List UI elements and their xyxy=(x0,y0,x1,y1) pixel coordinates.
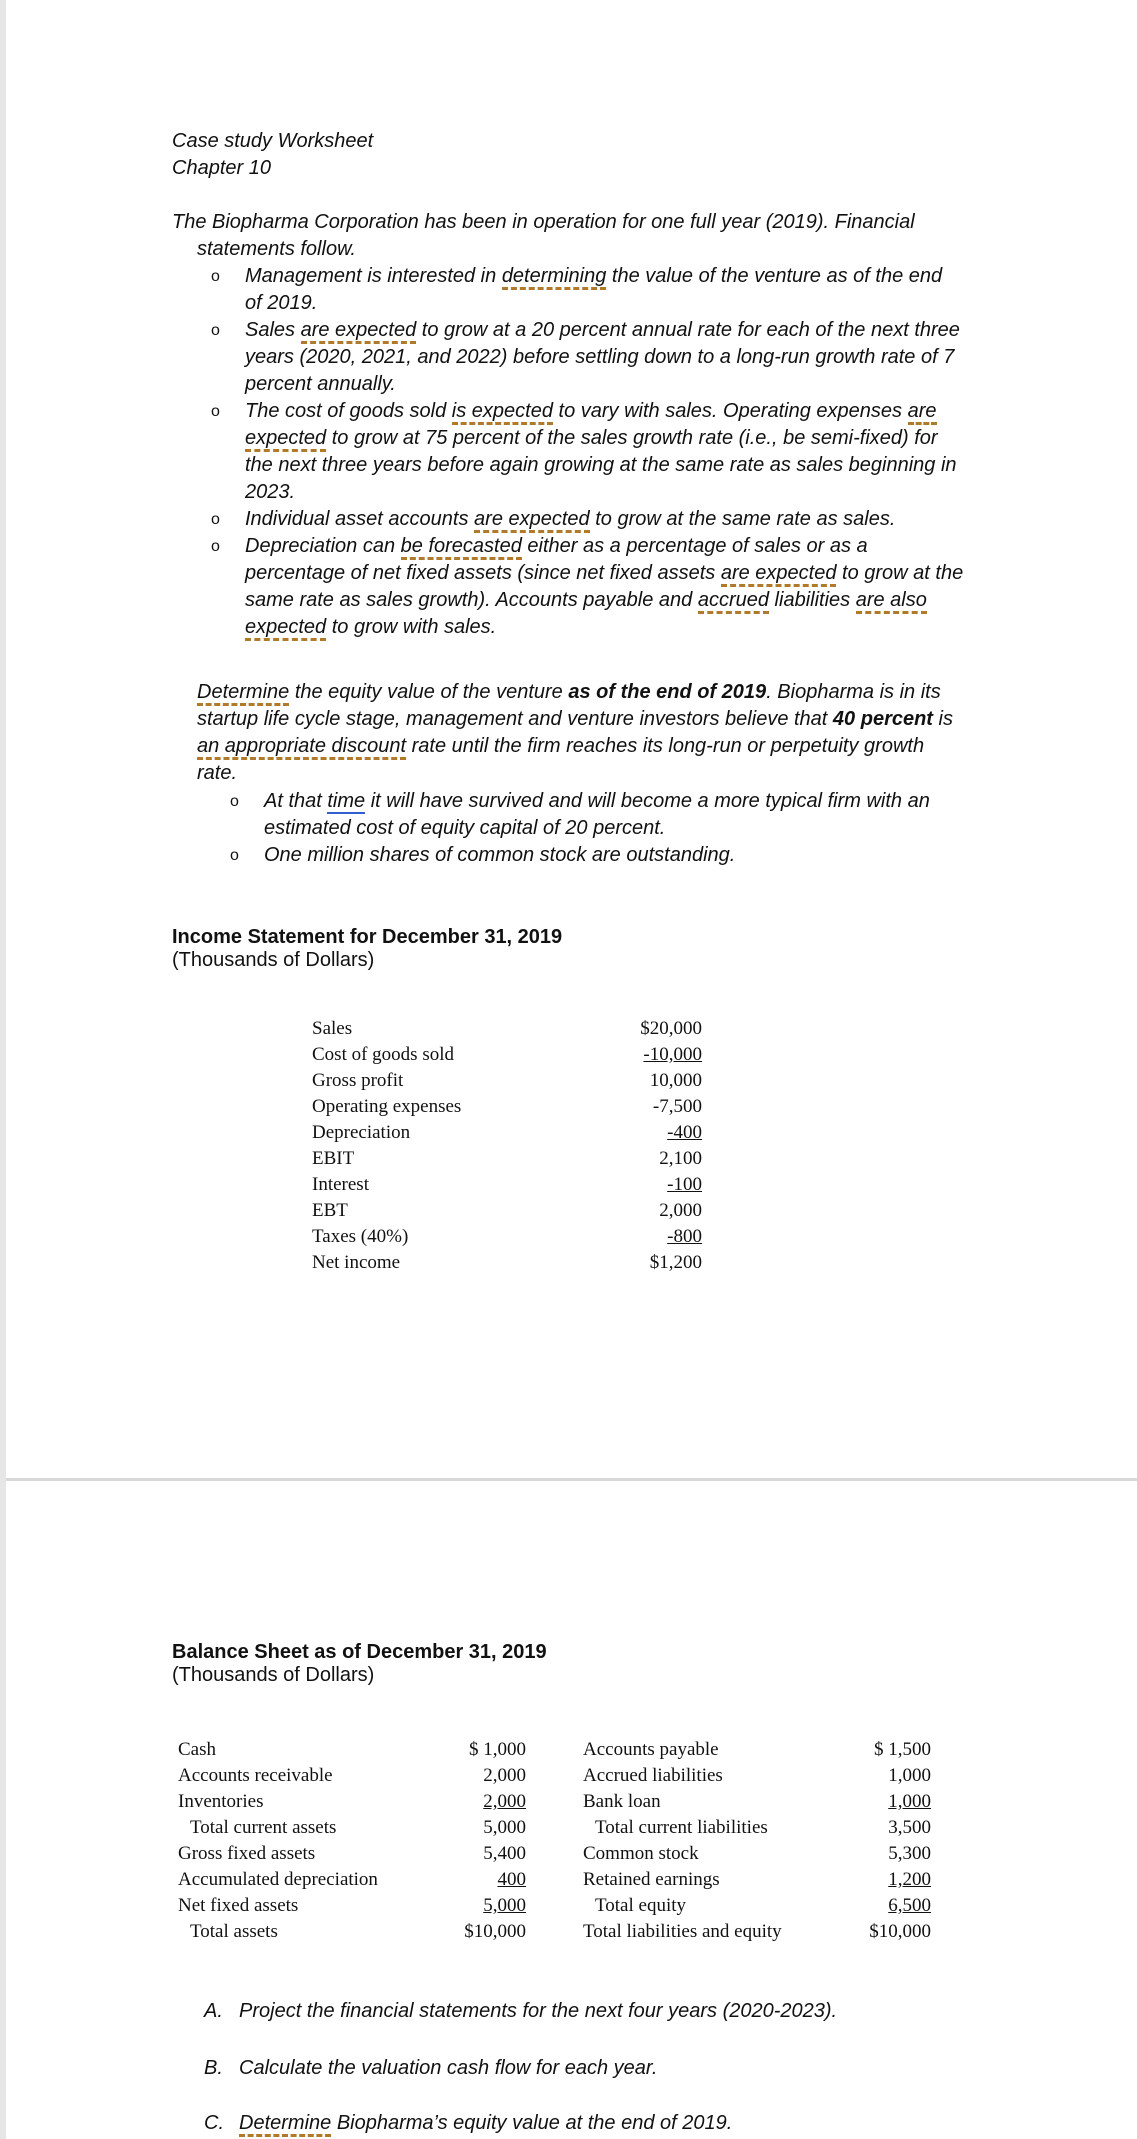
table-row: Gross profit 10,000 xyxy=(312,1070,702,1091)
asset-label: Gross fixed assets xyxy=(178,1843,316,1864)
liability-value: 1,000 xyxy=(888,1791,931,1812)
question-item: B. Calculate the valuation cash flow for each year. xyxy=(204,2057,658,2079)
assumption-item: o Management is interested in determining the value of the venture as of the end of 2019. xyxy=(211,265,943,314)
grammar-suggestion[interactable]: expected xyxy=(245,427,326,452)
chapter-label: Chapter 10 xyxy=(172,157,271,179)
bullet-marker: o xyxy=(211,268,220,285)
grammar-suggestion[interactable]: be forecasted xyxy=(401,535,522,560)
assumptions-list xyxy=(211,263,1005,641)
worksheet-title: Case study Worksheet xyxy=(172,130,374,152)
asset-value: 5,000 xyxy=(483,1817,526,1838)
liability-label: Total equity xyxy=(595,1895,687,1916)
income-statement-units: (Thousands of Dollars) xyxy=(172,949,375,971)
asset-label: Inventories xyxy=(178,1791,264,1812)
liability-label: Bank loan xyxy=(583,1791,661,1812)
grammar-suggestion[interactable]: an appropriate discount xyxy=(197,735,406,760)
grammar-suggestion[interactable]: are expected xyxy=(474,508,590,533)
liability-value: 5,300 xyxy=(888,1843,931,1864)
asset-value: 2,000 xyxy=(483,1765,526,1786)
assets-labels xyxy=(178,1737,398,1945)
liability-label: Retained earnings xyxy=(583,1869,720,1890)
document-page-2 xyxy=(6,1481,1137,2139)
asset-label: Accounts receivable xyxy=(178,1765,333,1786)
asset-value: 2,000 xyxy=(483,1791,526,1812)
asset-label: Accumulated depreciation xyxy=(178,1869,378,1890)
grammar-suggestion[interactable]: is expected xyxy=(452,400,553,425)
balance-sheet-title: Balance Sheet as of December 31, 2019 xyxy=(172,1641,547,1663)
balance-sheet-header xyxy=(172,1641,547,1687)
worksheet-heading xyxy=(172,128,373,182)
liability-label: Common stock xyxy=(583,1843,699,1864)
intro-paragraph xyxy=(172,209,1072,263)
assets-values xyxy=(426,1737,526,1945)
liability-label: Total liabilities and equity xyxy=(583,1921,782,1942)
determine-item: o At that time it will have survived and will become a more typical firm with an estimated cost of equity capital of 20 percent. xyxy=(230,790,930,839)
liability-value: 1,200 xyxy=(888,1869,931,1890)
assumption-item: o Individual asset accounts are expected to grow at the same rate as sales. xyxy=(245,506,1005,533)
asset-value: 5,400 xyxy=(483,1843,526,1864)
assumption-item: o Depreciation can be forecasted either as a percentage of sales or as a percentage of net fixed assets (since net fixed assets are expected to grow at the same rate as sales growth). Accounts payable and accrued liabilities are also expected to grow with sales. xyxy=(245,533,1005,641)
grammar-suggestion[interactable]: time xyxy=(327,790,366,812)
liability-label: Total current liabilities xyxy=(595,1817,768,1838)
grammar-suggestion[interactable]: Determine xyxy=(239,2112,331,2137)
bullet-marker: o xyxy=(211,538,220,555)
liabilities-values xyxy=(836,1737,931,1945)
document-page-1 xyxy=(6,0,1137,1478)
grammar-suggestion[interactable]: are expected xyxy=(301,319,417,344)
liabilities-labels xyxy=(583,1737,833,1945)
assumption-item: o The cost of goods sold is expected to vary with sales. Operating expenses are expected to grow at 75 percent of the sales growth rate (i.e., be semi-fixed) for the next three years before again growing at the same rate as sales beginning in 2023. xyxy=(211,400,957,503)
asset-value: 400 xyxy=(497,1869,526,1890)
grammar-suggestion[interactable]: are expected xyxy=(721,562,837,587)
determine-item: o One million shares of common stock are outstanding. xyxy=(264,842,1024,869)
table-row: Cost of goods sold -10,000 xyxy=(312,1044,702,1065)
liability-value: 1,000 xyxy=(888,1765,931,1786)
asset-label: Cash xyxy=(178,1739,216,1760)
bullet-marker: o xyxy=(211,403,220,420)
grammar-suggestion[interactable]: expected xyxy=(245,616,326,641)
liability-value: 6,500 xyxy=(888,1895,931,1916)
grammar-suggestion[interactable]: Determine xyxy=(197,681,289,706)
bullet-marker: o xyxy=(230,847,239,864)
grammar-suggestion[interactable]: are also xyxy=(856,589,927,614)
asset-value: $10,000 xyxy=(464,1921,526,1942)
balance-sheet-units: (Thousands of Dollars) xyxy=(172,1664,375,1686)
table-row: Interest -100 xyxy=(312,1174,702,1195)
table-row: EBT 2,000 xyxy=(312,1200,702,1221)
bullet-marker: o xyxy=(211,322,220,339)
income-statement-header xyxy=(172,926,562,972)
liability-label: Accounts payable xyxy=(583,1739,719,1760)
table-row: EBIT 2,100 xyxy=(312,1148,702,1169)
liability-value: $10,000 xyxy=(869,1921,931,1942)
table-row: Net income $1,200 xyxy=(312,1252,702,1273)
determine-sublist xyxy=(230,788,1024,869)
determine-paragraph: Determine the equity value of the venture as of the end of 2019. Biopharma is in its startup life cycle stage, management and venture investors believe that 40 percent is an appropriate discount rate until the firm reaches its long-run or perpetuity growth rate. xyxy=(197,681,953,784)
asset-label: Net fixed assets xyxy=(178,1895,299,1916)
asset-value: 5,000 xyxy=(483,1895,526,1916)
question-item: A. Project the financial statements for the next four years (2020-2023). xyxy=(204,2000,838,2022)
income-statement-table xyxy=(312,1016,702,1276)
liability-value: 3,500 xyxy=(888,1817,931,1838)
income-statement-title: Income Statement for December 31, 2019 xyxy=(172,926,563,948)
asset-label: Total current assets xyxy=(190,1817,337,1838)
table-row: Taxes (40%) -800 xyxy=(312,1226,702,1247)
assumption-item: o Sales are expected to grow at a 20 percent annual rate for each of the next three years (2020, 2021, and 2022) before settling down to a long-run growth rate of 7 percent annually. xyxy=(211,319,960,395)
table-row: Operating expenses -7,500 xyxy=(312,1096,702,1117)
intro-line-1: The Biopharma Corporation has been in operation for one full year (2019). Financial xyxy=(172,211,915,233)
grammar-suggestion[interactable]: accrued xyxy=(698,589,769,614)
bullet-marker: o xyxy=(230,793,239,810)
question-item: C. Determine Biopharma’s equity value at the end of 2019. xyxy=(204,2110,732,2137)
liability-value: $ 1,500 xyxy=(874,1739,931,1760)
asset-value: $ 1,000 xyxy=(469,1739,526,1760)
grammar-suggestion[interactable]: are xyxy=(908,400,937,425)
table-row: Sales $20,000 xyxy=(312,1018,702,1039)
liability-label: Accrued liabilities xyxy=(583,1765,723,1786)
asset-label: Total assets xyxy=(190,1921,278,1942)
intro-line-2: statements follow. xyxy=(197,238,356,260)
bullet-marker: o xyxy=(211,511,220,528)
grammar-suggestion[interactable]: determining xyxy=(502,265,607,290)
table-row: Depreciation -400 xyxy=(312,1122,702,1143)
